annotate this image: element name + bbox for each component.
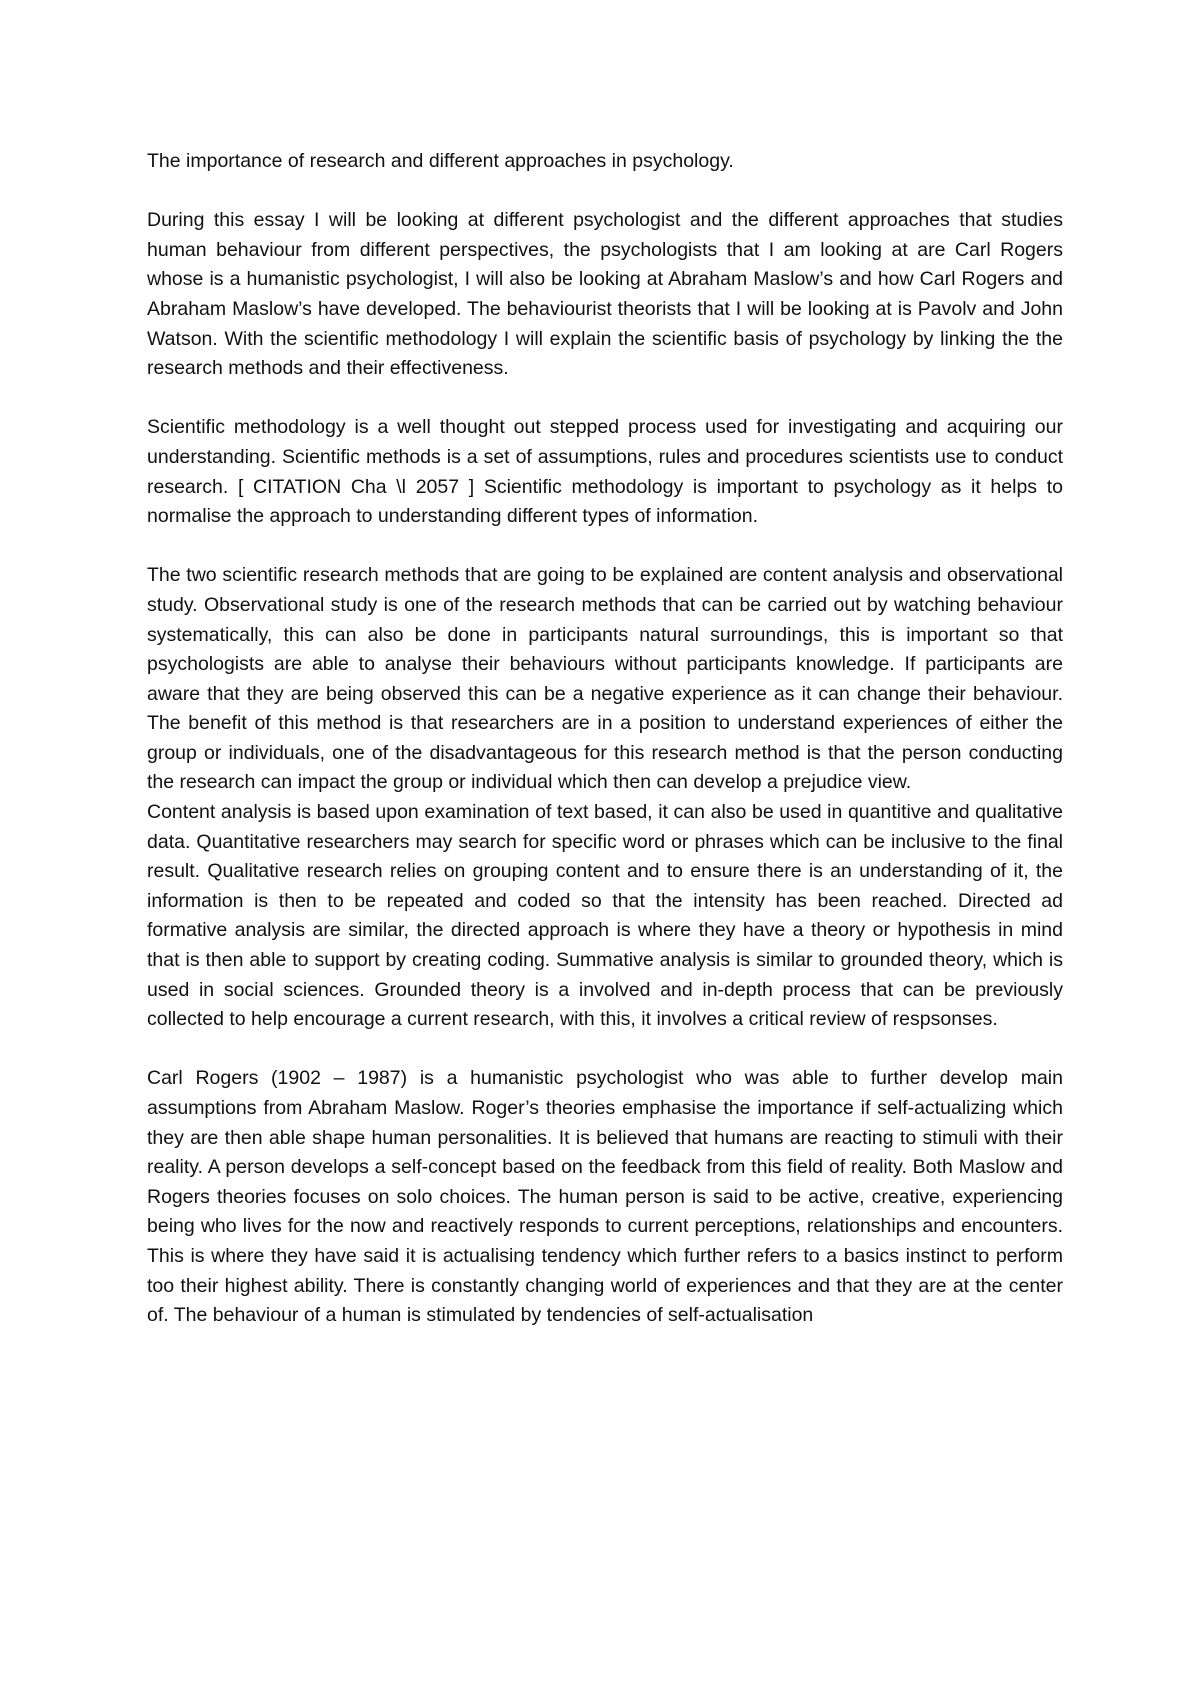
paragraph-scientific-methodology: Scientific methodology is a well thought out stepped process used for investigating and acquiring our understanding. Scientific methods is a set of assumptions, rules and procedures scientists use to conduct research. [ CITATION Cha \l 2057 ] Scientific methodology is important to psychology as it helps to normalise the approach to understanding different types of information. [147, 416, 1063, 528]
paragraph-carl-rogers: Carl Rogers (1902 – 1987) is a humanistic psychologist who was able to further develop main assumptions from Abraham Maslow. Roger’s theories emphasise the importance if self-actualizing which they are then able shape human personalities. It is believed that humans are reacting to stimuli with their reality. A person develops a self-concept based on the feedback from this field of reality. Both Maslow and Rogers theories focuses on solo choices. The human person is said to be active, creative, experiencing being who lives for the now and reactively responds to current perceptions, relationships and encounters. This is where they have said it is actualising tendency which further refers to a basics instinct to perform too their highest ability. There is constantly changing world of experiences and that they are at the center of. The behaviour of a human is stimulated by tendencies of self-actualisation [147, 1067, 1063, 1327]
paragraph-content-analysis: Content analysis is based upon examination of text based, it can also be used in quantitive and qualitative data. Quantitative researchers may search for specific word or phrases which can be inclusive to the final result. Qualitative research relies on grouping content and to ensure there is an understanding of it, the information is then to be repeated and coded so that the intensity has been reached. Directed ad formative analysis are similar, the directed approach is where they have a theory or hypothesis in mind that is then able to support by creating coding. Summative analysis is similar to grounded theory, which is used in social sciences. Grounded theory is a involved and in-depth process that can be previously collected to help encourage a current research, with this, it involves a critical review of respsonses. [147, 801, 1063, 1031]
document-title: The importance of research and different approaches in psychology. [147, 150, 734, 172]
paragraph-observational-study: The two scientific research methods that are going to be explained are content analysis and observational study. Observational study is one of the research methods that can be carried out by watching behaviour systematically, this can also be done in participants natural surroundings, this is important so that psychologists are able to analyse their behaviours without participants knowledge. If participants are aware that they are being observed this can be a negative experience as it can change their behaviour. The benefit of this method is that researchers are in a position to understand experiences of either the group or individuals, one of the disadvantageous for this research method is that the person conducting the research can impact the group or individual which then can develop a prejudice view. [147, 564, 1063, 794]
document-body [147, 147, 1063, 1331]
paragraph-introduction: During this essay I will be looking at different psychologist and the different approaches that studies human behaviour from different perspectives, the psychologists that I am looking at are Carl Rogers whose is a humanistic psychologist, I will also be looking at Abraham Maslow’s and how Carl Rogers and Abraham Maslow’s have developed. The behaviourist theorists that I will be looking at is Pavolv and John Watson. With the scientific methodology I will explain the scientific basis of psychology by linking the the research methods and their effectiveness. [147, 209, 1063, 380]
